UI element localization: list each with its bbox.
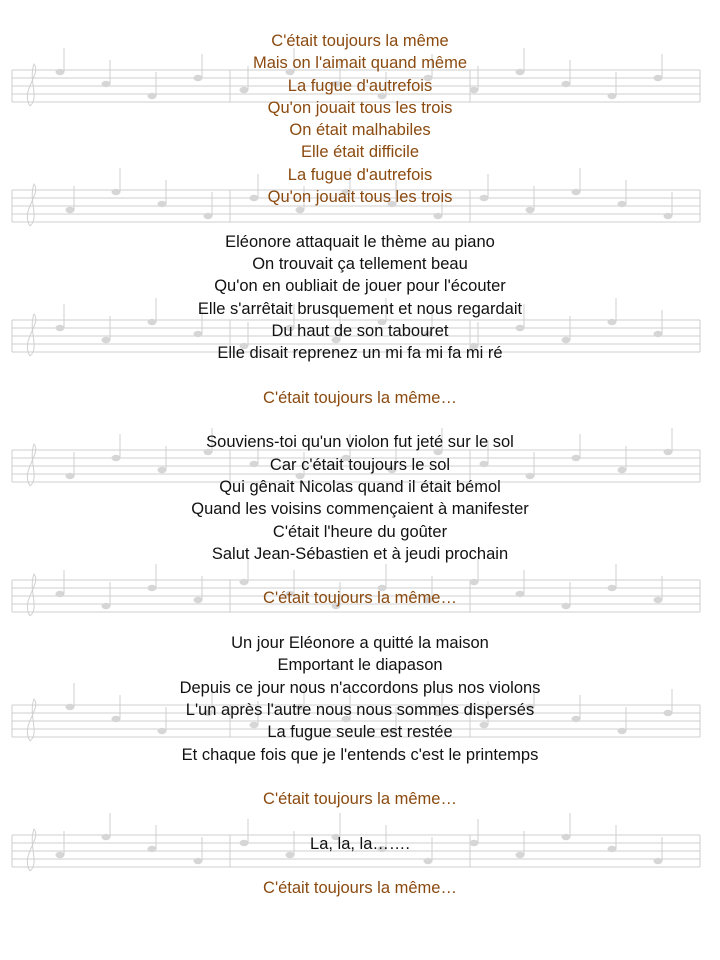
verse-line: Car c'était toujours le sol <box>269 455 451 474</box>
refrain-line: La fugue d'autrefois <box>287 76 433 95</box>
stanza-gap <box>0 364 720 386</box>
refrain-line: C'était toujours la même <box>271 32 449 50</box>
refrain-line: La fugue d'autrefois <box>287 165 433 184</box>
verse-line: La fugue seule est restée <box>267 723 453 742</box>
verse-line: On trouvait ça tellement beau <box>252 254 468 273</box>
verse-line: Elle s'arrêtait brusquement et nous regardait <box>197 299 523 318</box>
refrain-line: Elle était difficile <box>300 143 419 162</box>
verse-line: La, la, la……. <box>310 834 410 853</box>
refrain-line: C'était toujours la même… <box>263 790 457 809</box>
verse-line: Qui gênait Nicolas quand il était bémol <box>219 477 501 496</box>
stanza-gap <box>0 766 720 788</box>
verse-line: Souviens-toi qu'un violon fut jeté sur le sol <box>206 433 514 452</box>
stanza-gap <box>0 565 720 587</box>
refrain-line: C'était toujours la même… <box>263 388 457 407</box>
verse-line: Emportant le diapason <box>277 656 443 675</box>
stanza-gap <box>0 810 720 832</box>
refrain-line: On était malhabiles <box>289 121 431 140</box>
stanza-gap <box>0 409 720 431</box>
verse-line: Depuis ce jour nous n'accordons plus nos violons <box>179 678 541 697</box>
lyrics-text <box>0 30 720 900</box>
stanza-gap <box>0 855 720 877</box>
verse-line: Et chaque fois que je l'entends c'est le printemps <box>181 745 539 764</box>
verse-line: Qu'on en oubliait de jouer pour l'écouter <box>214 277 506 296</box>
stanza-gap <box>0 208 720 230</box>
verse-line: C'était l'heure du goûter <box>272 522 448 541</box>
verse-line: Du haut de son tabouret <box>271 321 449 340</box>
refrain-line: C'était toujours la même… <box>263 589 457 608</box>
verse-line: Eléonore attaquait le thème au piano <box>225 232 495 251</box>
stanza-gap <box>0 610 720 632</box>
verse-line: L'un après l'autre nous nous sommes dispersés <box>185 700 535 719</box>
verse-line: Salut Jean-Sébastien et à jeudi prochain <box>211 544 509 563</box>
refrain-line: C'était toujours la même… <box>263 879 457 898</box>
verse-line: Un jour Eléonore a quitté la maison <box>231 634 489 653</box>
refrain-line: Mais on l'aimait quand même <box>252 54 468 73</box>
refrain-line: Qu'on jouait tous les trois <box>267 188 453 207</box>
verse-line: Quand les voisins commençaient à manifester <box>191 500 529 519</box>
verse-line: Elle disait reprenez un mi fa mi fa mi ré <box>217 344 503 363</box>
refrain-line: Qu'on jouait tous les trois <box>267 98 453 117</box>
